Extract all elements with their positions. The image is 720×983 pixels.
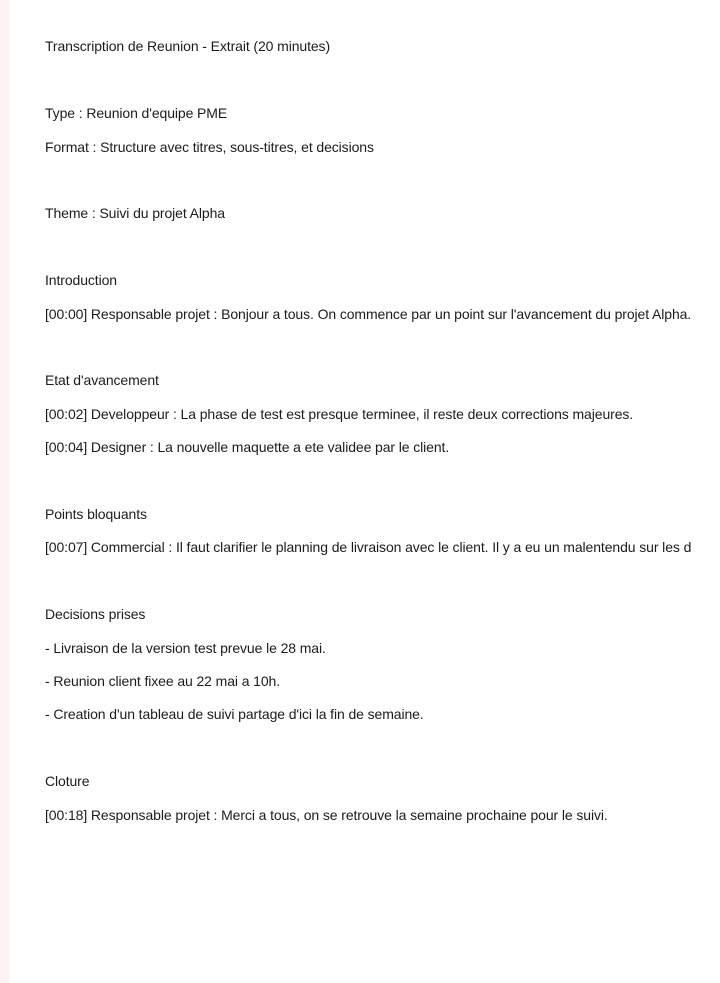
transcript-line: [00:00] Responsable projet : Bonjour a tous. On commence par un point sur l'avancement du projet Alpha.: [45, 306, 692, 322]
transcript-line: [00:04] Designer : La nouvelle maquette a ete validee par le client.: [45, 439, 450, 455]
transcript-line: [00:18] Responsable projet : Merci a tous, on se retrouve la semaine prochaine pour le suivi.: [45, 807, 608, 823]
section-heading-etat: Etat d'avancement: [45, 372, 159, 388]
section-heading-introduction: Introduction: [45, 272, 117, 288]
decision-item: - Livraison de la version test prevue le 28 mai.: [45, 640, 326, 656]
section-heading-decisions: Decisions prises: [45, 606, 146, 622]
section-heading-bloquants: Points bloquants: [45, 506, 147, 522]
meta-format: Format : Structure avec titres, sous-titres, et decisions: [45, 139, 374, 155]
transcript-line: [00:02] Developpeur : La phase de test est presque terminee, il reste deux corrections majeures.: [45, 406, 634, 422]
document-page: [9, 0, 720, 983]
decision-item: - Reunion client fixee au 22 mai a 10h.: [45, 673, 281, 689]
meta-theme: Theme : Suivi du projet Alpha: [45, 205, 225, 221]
document-title: Transcription de Reunion - Extrait (20 minutes): [45, 38, 331, 54]
section-heading-cloture: Cloture: [45, 773, 90, 789]
decision-item: - Creation d'un tableau de suivi partage d'ici la fin de semaine.: [45, 706, 424, 722]
meta-type: Type : Reunion d'equipe PME: [45, 105, 228, 121]
transcript-line: [00:07] Commercial : Il faut clarifier le planning de livraison avec le client. Il y a eu un malentendu sur les d: [45, 539, 692, 555]
